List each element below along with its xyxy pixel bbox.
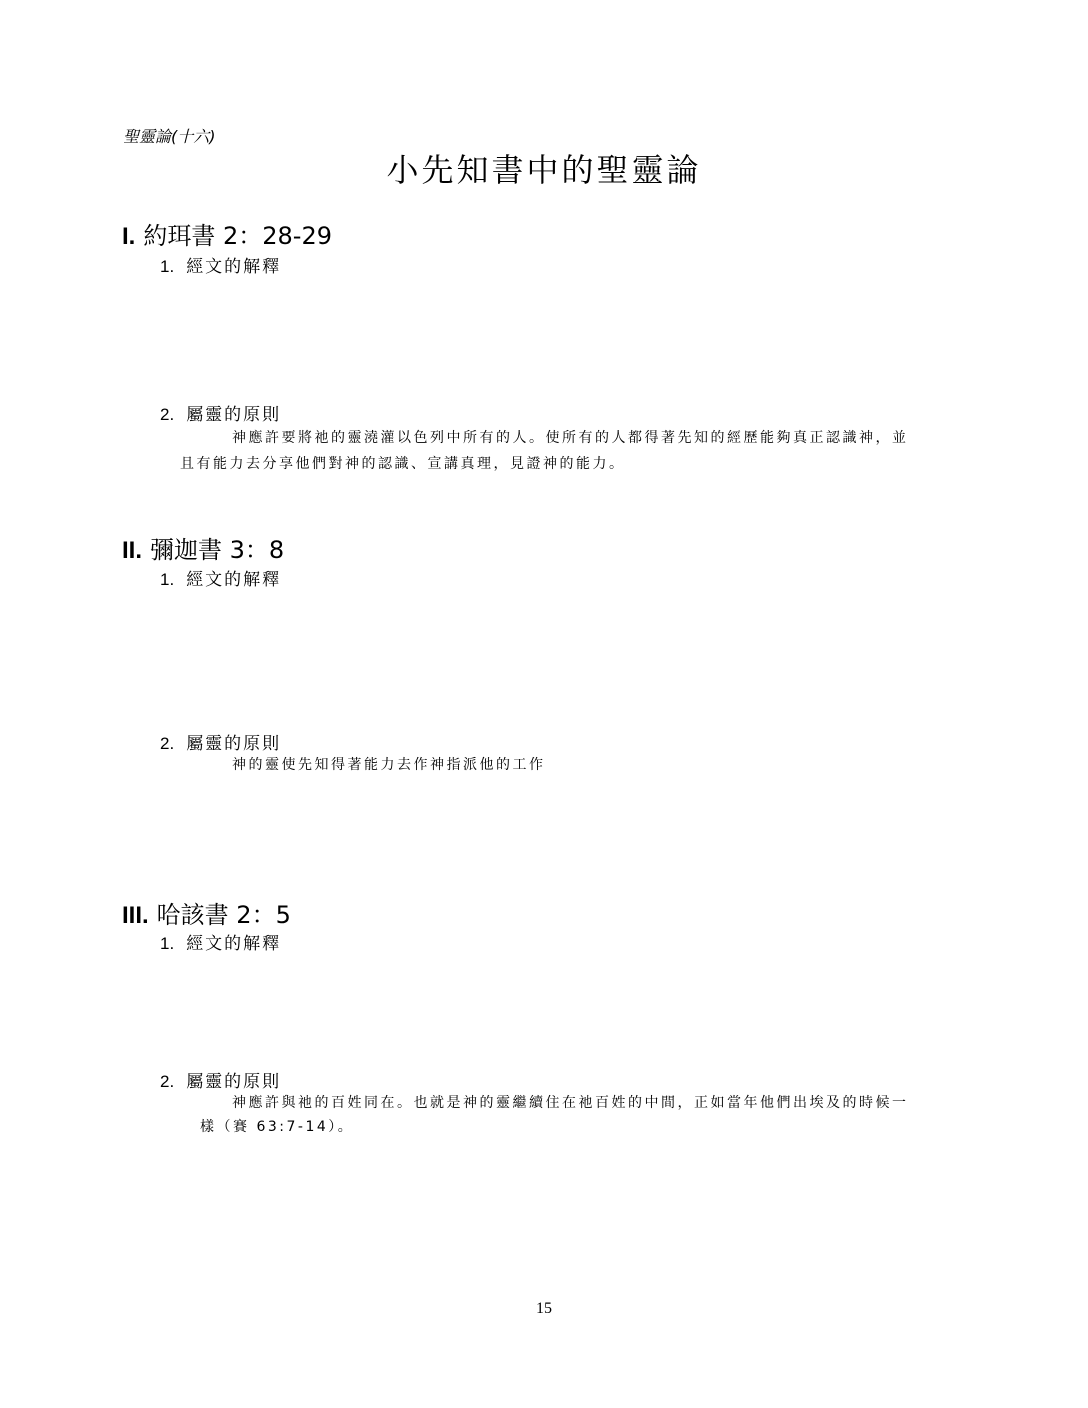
item-number: 1. [160,570,175,589]
subheading-principle [160,400,281,425]
section-title: 約珥書 2：28-29 [143,222,332,250]
section-title: 彌迦書 3：8 [150,536,285,564]
section-heading-2 [122,530,284,565]
section-number: I. [122,223,136,250]
series-label: 聖靈論(十六) [123,127,216,146]
subheading-principle [160,729,281,754]
principle-text-line: 且有能力去分享他們對神的認識、宣講真理，見證神的能力。 [180,456,626,472]
principle-text-line: 神的靈使先知得著能力去作神指派他的工作 [232,757,546,773]
subheading-interpretation [160,565,281,590]
item-label: 經文的解釋 [186,570,282,590]
section-heading-1 [122,216,332,251]
principle-text-line: 神應許要將祂的靈澆灌以色列中所有的人。使所有的人都得著先知的經歷能夠真正認識神，並 [232,430,909,446]
item-label: 經文的解釋 [186,934,282,954]
principle-text-line: 神應許與祂的百姓同在。也就是神的靈繼續住在祂百姓的中間，正如當年他們出埃及的時候一 [232,1095,909,1111]
section-heading-3 [122,895,291,930]
item-number: 2. [160,1072,175,1091]
item-label: 經文的解釋 [186,257,282,277]
subheading-principle [160,1067,281,1092]
item-number: 2. [160,734,175,753]
item-label: 屬靈的原則 [186,734,282,754]
principle-text-line: 樣（賽 63:7-14）。 [200,1119,355,1135]
item-number: 1. [160,934,175,953]
page-number: 15 [536,1300,552,1317]
section-number: II. [122,537,143,564]
section-title: 哈該書 2：5 [156,901,291,929]
item-number: 1. [160,257,175,276]
item-label: 屬靈的原則 [186,1072,282,1092]
item-number: 2. [160,405,175,424]
subheading-interpretation [160,252,281,277]
section-number: III. [122,902,149,929]
page-title: 小先知書中的聖靈論 [386,151,702,189]
subheading-interpretation [160,929,281,954]
item-label: 屬靈的原則 [186,405,282,425]
